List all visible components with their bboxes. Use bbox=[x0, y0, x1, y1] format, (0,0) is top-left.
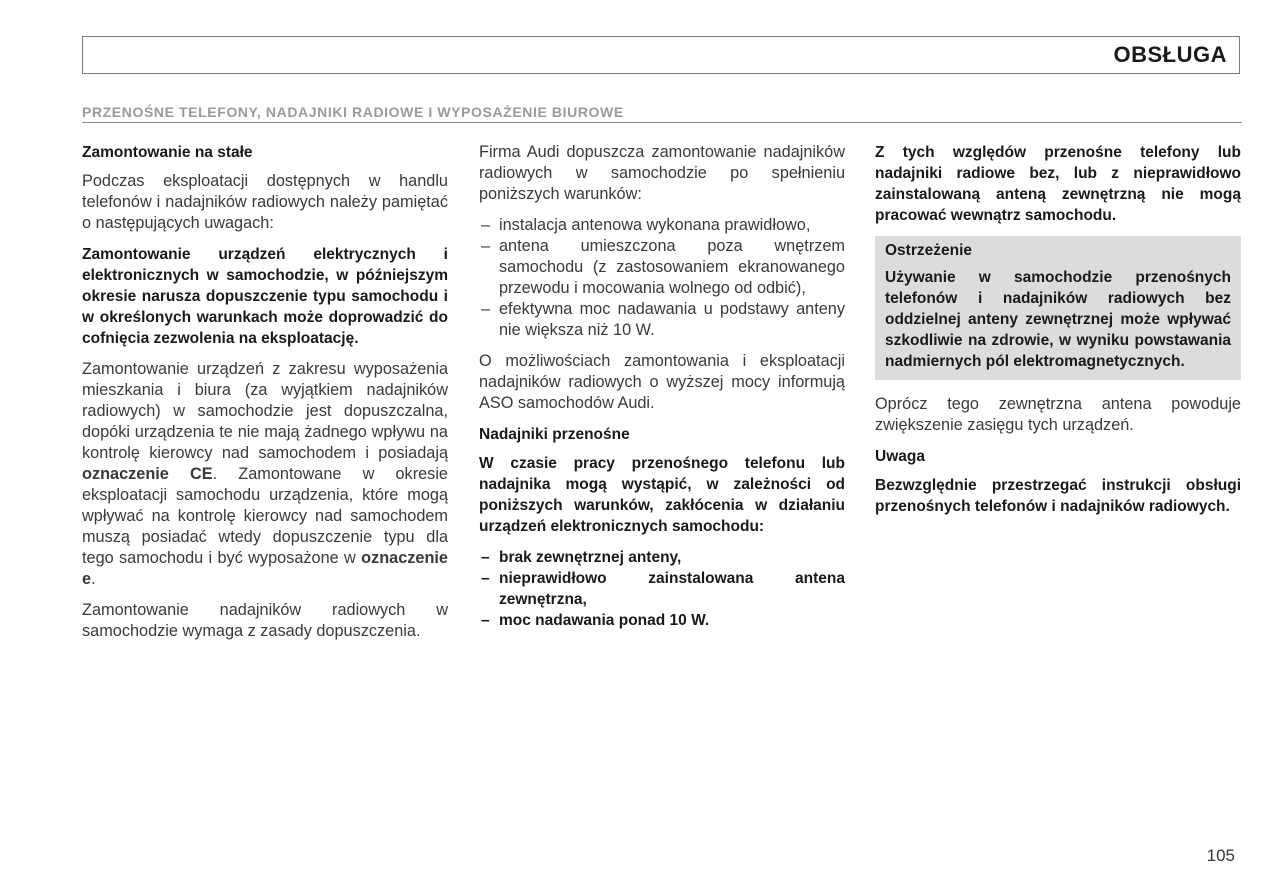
list-item: – brak zewnętrznej anteny, bbox=[479, 547, 845, 568]
text-run: . Zamontowane w okresie eksploatacji samochodu urządzenia, które mogą wpływać na kontrolę kierowcy nad samochodem muszą posiadać wtedy dopuszczenie typu dla tego samochodu i być wyposażone w bbox=[82, 465, 448, 567]
heading-portable-transmitters: Nadajniki przenośne bbox=[479, 426, 630, 443]
list-item: – efektywna moc nadawania u podstawy anteny nie większa niż 10 W. bbox=[479, 299, 845, 341]
section-title: PRZENOŚNE TELEFONY, NADAJNIKI RADIOWE I WYPOSAŻENIE BIUROWE bbox=[82, 104, 624, 120]
warning-title: Ostrzeżenie bbox=[885, 242, 973, 259]
paragraph: Podczas eksploatacji dostępnych w handlu telefonów i nadajników radiowych należy pamiętać o następujących uwagach: bbox=[82, 172, 448, 232]
ce-mark-text: oznaczenie CE bbox=[82, 465, 213, 483]
e-mark-text: oznaczenie e bbox=[82, 549, 448, 588]
conditions-list bbox=[479, 215, 845, 341]
bold-paragraph: Z tych względów przenośne telefony lub nadajniki radiowe bez, lub z nieprawidłowo zainstalowaną anteną zewnętrzną nie mogą pracować wewnątrz samochodu. bbox=[875, 144, 1241, 224]
heading-fixed-mounting: Zamontowanie na stałe bbox=[82, 144, 253, 161]
note-text: Bezwzględnie przestrzegać instrukcji obsługi przenośnych telefonów i nadajników radiowych. bbox=[875, 477, 1241, 515]
paragraph: Firma Audi dopuszcza zamontowanie nadajników radiowych w samochodzie po spełnieniu poniższych warunków: bbox=[479, 143, 845, 203]
warning-text: Używanie w samochodzie przenośnych telefonów i nadajników radiowych bez oddzielnej anteny zewnętrznej może wpływać szkodliwie na zdrowie, w wyniku powstawania nadmiernych pól elektromagnetycznych. bbox=[885, 269, 1231, 370]
list-item: – moc nadawania ponad 10 W. bbox=[479, 610, 845, 631]
list-item: – nieprawidłowo zainstalowana antena zewnętrzna, bbox=[479, 568, 845, 610]
page-number: 105 bbox=[1206, 846, 1235, 865]
column-3 bbox=[875, 142, 1241, 527]
column-2 bbox=[479, 142, 845, 631]
bold-paragraph: Zamontowanie urządzeń elektrycznych i elektronicznych w samochodzie, w późniejszym okresie narusza dopuszczenie typu samochodu i w określonych warunkach może doprowadzić do cofnięcia zezwolenia na eksploatację. bbox=[82, 246, 448, 347]
column-1 bbox=[82, 142, 448, 652]
paragraph: O możliwościach zamontowania i eksploatacji nadajników radiowych o wyższej mocy informują ASO samochodów Audi. bbox=[479, 352, 845, 412]
list-item: – antena umieszczona poza wnętrzem samochodu (z zastosowaniem ekranowanego przewodu i mocowania wolnego od odbić), bbox=[479, 236, 845, 299]
chapter-title: OBSŁUGA bbox=[1113, 42, 1227, 67]
note-title: Uwaga bbox=[875, 448, 925, 465]
list-item: – instalacja antenowa wykonana prawidłowo, bbox=[479, 215, 845, 236]
paragraph bbox=[82, 359, 448, 590]
paragraph: Oprócz tego zewnętrzna antena powoduje zwiększenie zasięgu tych urządzeń. bbox=[875, 395, 1241, 434]
text-run: . bbox=[91, 570, 96, 588]
paragraph: Zamontowanie nadajników radiowych w samochodzie wymaga z zasady dopuszczenia. bbox=[82, 601, 448, 640]
warning-box bbox=[875, 236, 1241, 380]
chapter-header-box bbox=[82, 36, 1240, 74]
bold-paragraph: W czasie pracy przenośnego telefonu lub nadajnika mogą wystąpić, w zależności od poniższych warunków, zakłócenia w działaniu urządzeń elektronicznych samochodu: bbox=[479, 455, 845, 535]
section-divider bbox=[82, 122, 1242, 123]
interference-conditions-list bbox=[479, 547, 845, 631]
text-run: Zamontowanie urządzeń z zakresu wyposażenia mieszkania i biura (za wyjątkiem nadajników radiowych) w samochodzie jest dopuszczalna, dopóki urządzenia te nie mają żadnego wpływu na kontrolę kierowcy nad samochodem i posiadają bbox=[82, 360, 448, 462]
